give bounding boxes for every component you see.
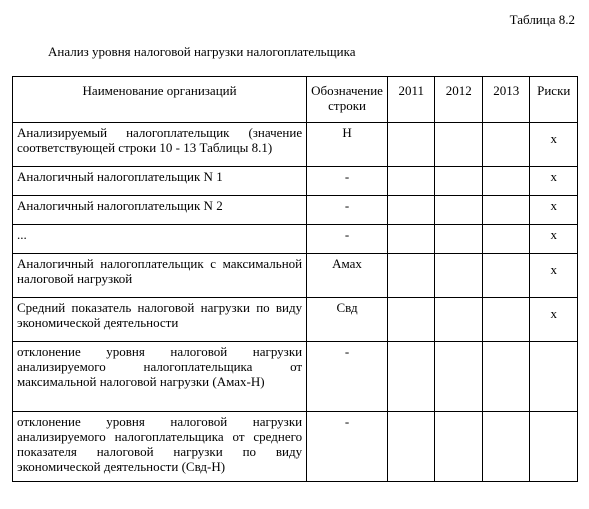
table-header-row <box>13 77 578 123</box>
row-value-2013 <box>482 254 530 298</box>
row-code: - <box>307 412 388 482</box>
table-title: Анализ уровня налоговой нагрузки налогоплательщика <box>48 44 356 59</box>
table-row <box>13 342 578 412</box>
row-value-2011 <box>387 254 435 298</box>
table-row <box>13 123 578 167</box>
row-value-2011 <box>387 196 435 225</box>
row-risk <box>530 412 578 482</box>
row-value-2011 <box>387 298 435 342</box>
row-value-2012 <box>435 298 483 342</box>
header-name: Наименование организаций <box>13 77 307 123</box>
row-code: Амах <box>307 254 388 298</box>
row-value-2013 <box>482 225 530 254</box>
table-row <box>13 254 578 298</box>
row-value-2013 <box>482 342 530 412</box>
row-risk: х <box>530 298 578 342</box>
row-name: ... <box>13 225 307 254</box>
row-value-2012 <box>435 167 483 196</box>
table-number: Таблица 8.2 <box>509 12 575 27</box>
row-name: Анализируемый налогоплательщик (значение соответствующей строки 10 - 13 Таблицы 8.1) <box>13 123 307 167</box>
row-value-2012 <box>435 254 483 298</box>
table-row <box>13 167 578 196</box>
row-value-2013 <box>482 123 530 167</box>
row-value-2011 <box>387 167 435 196</box>
row-value-2013 <box>482 298 530 342</box>
row-value-2012 <box>435 196 483 225</box>
row-value-2012 <box>435 123 483 167</box>
row-code: - <box>307 196 388 225</box>
row-name: Аналогичный налогоплательщик N 1 <box>13 167 307 196</box>
row-name: Средний показатель налоговой нагрузки по виду экономической деятельности <box>13 298 307 342</box>
row-name: Аналогичный налогоплательщик N 2 <box>13 196 307 225</box>
table-row <box>13 298 578 342</box>
table-row <box>13 412 578 482</box>
row-value-2011 <box>387 342 435 412</box>
row-value-2012 <box>435 225 483 254</box>
row-value-2013 <box>482 412 530 482</box>
header-year-2012: 2012 <box>435 77 483 123</box>
row-value-2011 <box>387 412 435 482</box>
row-value-2012 <box>435 342 483 412</box>
row-value-2013 <box>482 167 530 196</box>
header-risks: Риски <box>530 77 578 123</box>
row-code: Н <box>307 123 388 167</box>
row-value-2011 <box>387 123 435 167</box>
row-code: Свд <box>307 298 388 342</box>
row-risk: х <box>530 225 578 254</box>
header-year-2011: 2011 <box>387 77 435 123</box>
row-risk <box>530 342 578 412</box>
row-code: - <box>307 225 388 254</box>
row-code: - <box>307 342 388 412</box>
row-risk: х <box>530 254 578 298</box>
row-name: Аналогичный налогоплательщик с максимальной налоговой нагрузкой <box>13 254 307 298</box>
row-risk: х <box>530 123 578 167</box>
table-row <box>13 225 578 254</box>
row-value-2013 <box>482 196 530 225</box>
row-name: отклонение уровня налоговой нагрузки анализируемого налогоплательщика от максимальной налоговой нагрузки (Амах-Н) <box>13 342 307 412</box>
row-code: - <box>307 167 388 196</box>
row-risk: х <box>530 167 578 196</box>
row-value-2011 <box>387 225 435 254</box>
row-risk: х <box>530 196 578 225</box>
header-year-2013: 2013 <box>482 77 530 123</box>
table-row <box>13 196 578 225</box>
header-code: Обозначение строки <box>307 77 388 123</box>
row-name: отклонение уровня налоговой нагрузки анализируемого налогоплательщика от среднего показателя налоговой нагрузки по виду экономической деятельности (Свд-Н) <box>13 412 307 482</box>
tax-burden-table <box>12 76 578 482</box>
row-value-2012 <box>435 412 483 482</box>
